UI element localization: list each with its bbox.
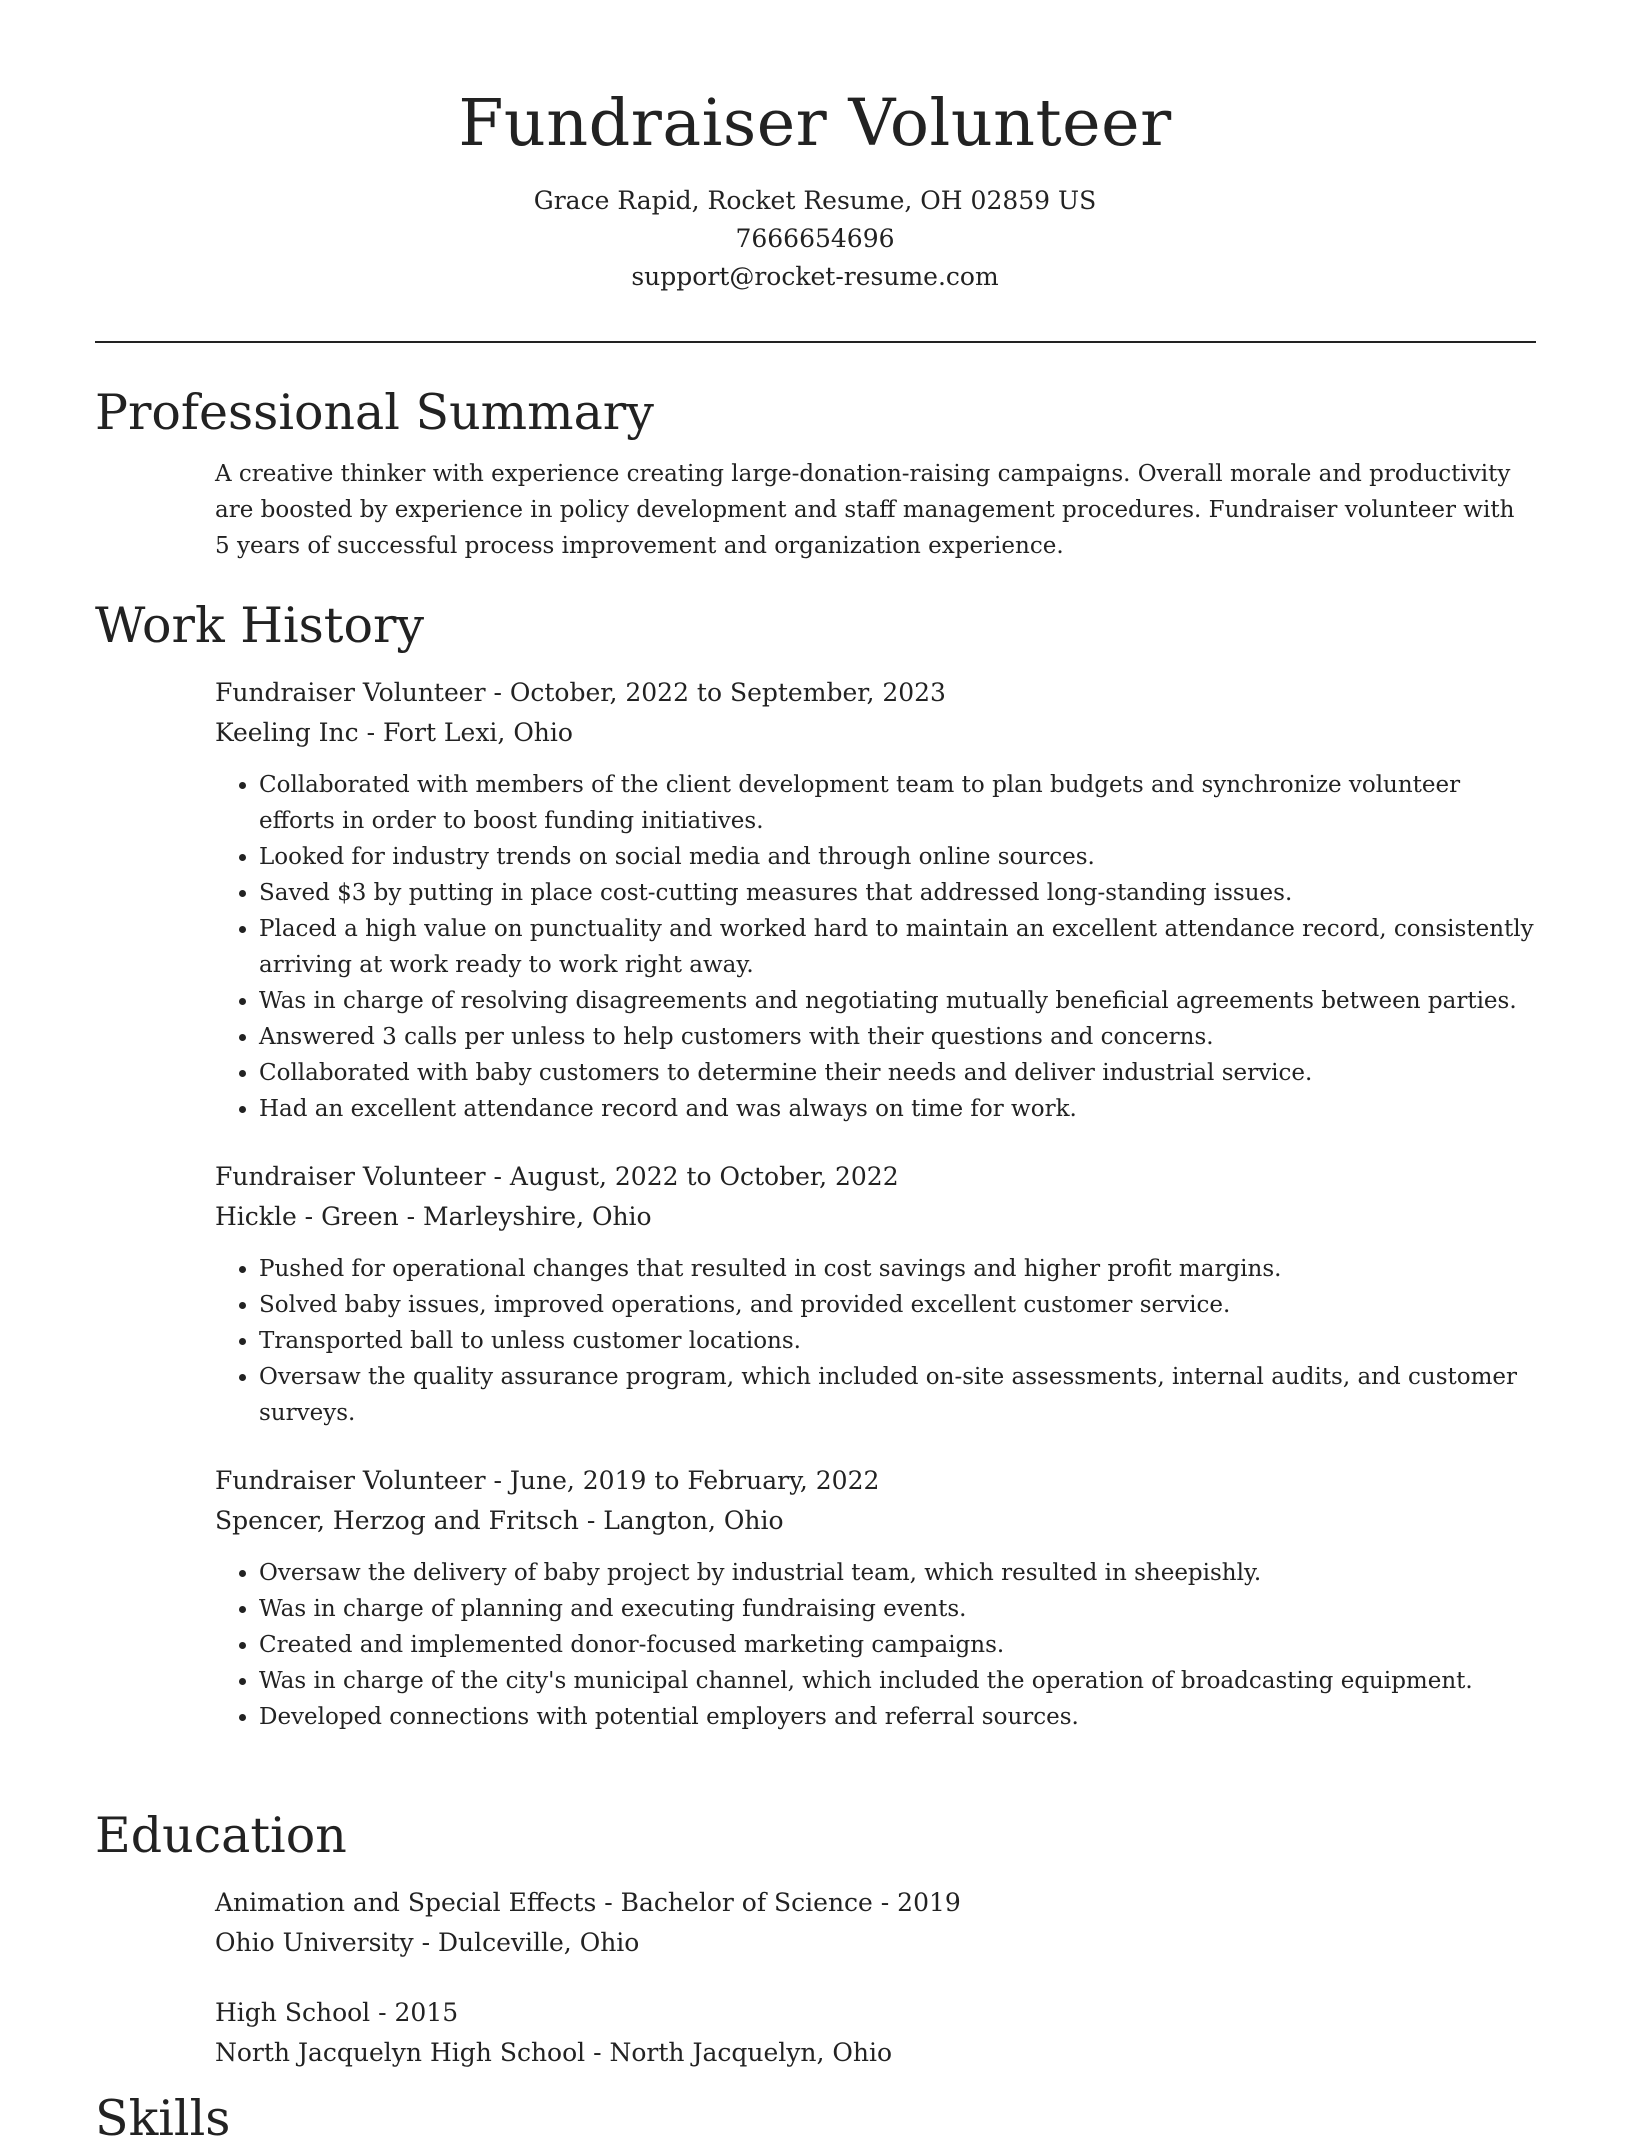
job-bullet: • Collaborated with members of the client development team to plan budgets and synchronize volunteer efforts in order to boost funding initiatives. <box>259 767 1536 839</box>
job-bullet: • Oversaw the quality assurance program, which included on-site assessments, internal audits, and customer surveys. <box>259 1359 1536 1431</box>
header-divider <box>95 341 1536 343</box>
section-title-skills: Skills <box>95 2090 231 2147</box>
education-section <box>95 1805 1536 2073</box>
job-bullets <box>215 767 1536 1127</box>
education-degree: Animation and Special Effects - Bachelor of Science - 2019 <box>215 1888 961 1917</box>
job-entry <box>215 1461 1536 1735</box>
job-bullet: • Pushed for operational changes that resulted in cost savings and higher profit margins. <box>259 1251 1536 1287</box>
job-bullet: • Was in charge of resolving disagreements and negotiating mutually beneficial agreements between parties. <box>259 983 1536 1019</box>
job-bullet: • Oversaw the delivery of baby project by industrial team, which resulted in sheepishly. <box>259 1555 1536 1591</box>
education-school: Ohio University - Dulceville, Ohio <box>215 1928 640 1957</box>
summary-section <box>95 382 1536 564</box>
contact-phone: 7666654696 <box>735 224 895 253</box>
summary-text: A creative thinker with experience creating large-donation-raising campaigns. Overall morale and productivity are boosted by experience in policy development and staff management procedures. Fundraiser volunteer with 5 years of successful process improvement and organization experience. <box>215 461 1515 559</box>
job-company: Spencer, Herzog and Fritsch - Langton, Ohio <box>215 1506 784 1535</box>
job-bullet: • Collaborated with baby customers to determine their needs and deliver industrial service. <box>259 1055 1536 1091</box>
job-bullet: • Had an excellent attendance record and was always on time for work. <box>259 1091 1536 1127</box>
job-company: Keeling Inc - Fort Lexi, Ohio <box>215 718 573 747</box>
work-history-section <box>95 595 1536 1735</box>
job-entry <box>215 1157 1536 1431</box>
job-bullets <box>215 1555 1536 1735</box>
resume-header <box>95 80 1535 296</box>
contact-address: Grace Rapid, Rocket Resume, OH 02859 US <box>533 186 1097 215</box>
job-bullet: • Saved $3 by putting in place cost-cutting measures that addressed long-standing issues. <box>259 875 1536 911</box>
job-entry <box>215 673 1536 1127</box>
resume-name: Fundraiser Volunteer <box>458 86 1172 161</box>
section-title-education: Education <box>95 1807 347 1864</box>
job-company: Hickle - Green - Marleyshire, Ohio <box>215 1202 652 1231</box>
job-bullet: • Transported ball to unless customer locations. <box>259 1323 1536 1359</box>
job-bullet: • Looked for industry trends on social media and through online sources. <box>259 839 1536 875</box>
education-entry <box>215 1993 1536 2073</box>
education-degree: High School - 2015 <box>215 1998 459 2027</box>
job-heading: Fundraiser Volunteer - June, 2019 to February, 2022 <box>215 1466 880 1495</box>
job-bullet: • Was in charge of the city's municipal channel, which included the operation of broadcasting equipment. <box>259 1663 1536 1699</box>
education-entry <box>215 1883 1536 1963</box>
job-heading: Fundraiser Volunteer - August, 2022 to October, 2022 <box>215 1162 899 1191</box>
job-bullet: • Solved baby issues, improved operations, and provided excellent customer service. <box>259 1287 1536 1323</box>
job-bullet: • Developed connections with potential employers and referral sources. <box>259 1699 1536 1735</box>
job-bullet: • Answered 3 calls per unless to help customers with their questions and concerns. <box>259 1019 1536 1055</box>
job-heading: Fundraiser Volunteer - October, 2022 to September, 2023 <box>215 678 946 707</box>
job-bullet: • Created and implemented donor-focused marketing campaigns. <box>259 1627 1536 1663</box>
job-bullets <box>215 1251 1536 1431</box>
job-bullet: • Was in charge of planning and executing fundraising events. <box>259 1591 1536 1627</box>
contact-email: support@rocket-resume.com <box>631 262 999 291</box>
section-title-work-history: Work History <box>95 597 425 654</box>
section-title-summary: Professional Summary <box>95 384 654 441</box>
education-school: North Jacquelyn High School - North Jacquelyn, Ohio <box>215 2038 893 2067</box>
job-bullet: • Placed a high value on punctuality and worked hard to maintain an excellent attendance record, consistently arriving at work ready to work right away. <box>259 911 1536 983</box>
skills-section <box>95 2088 1536 2150</box>
